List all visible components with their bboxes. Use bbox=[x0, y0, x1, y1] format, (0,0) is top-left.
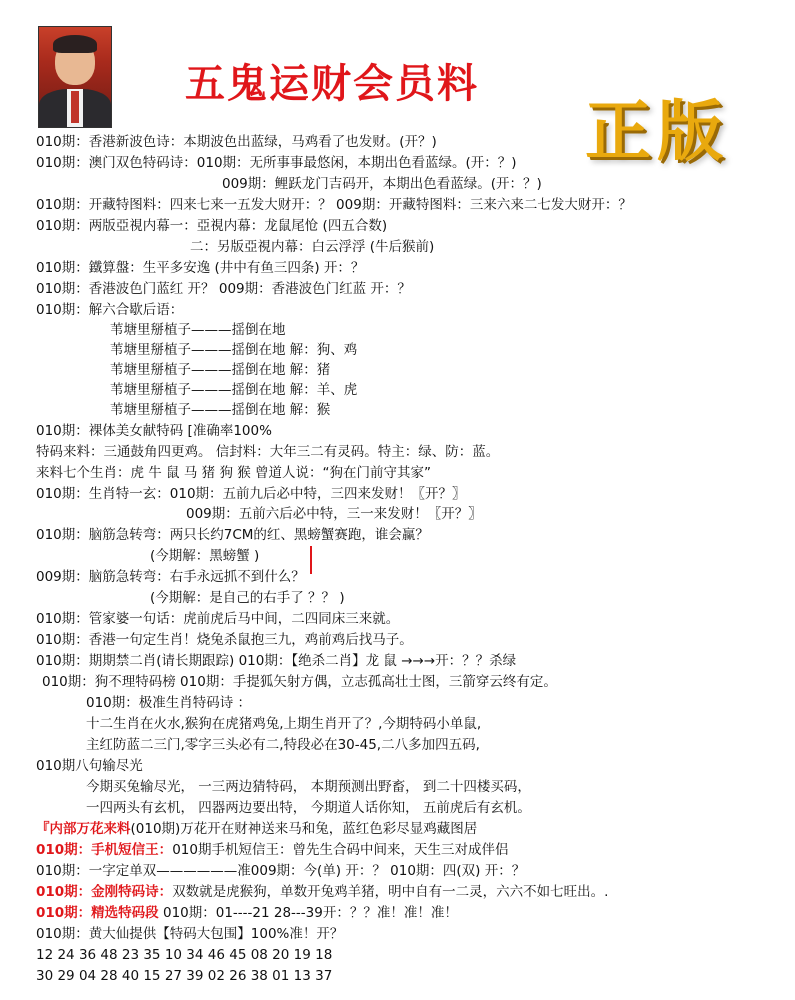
section-label: 010期：手机短信王： bbox=[36, 842, 173, 858]
text-line bbox=[36, 884, 608, 901]
text-line: 009期：五前六后必中特，三一来发财！〖开？〗 bbox=[186, 506, 482, 522]
text-line: 010期：香港新波色诗：本期波色出蓝绿，马鸡看了也发财。(开？) bbox=[36, 134, 437, 150]
text-line: 010期：香港波色门蓝红 开？ 009期：香港波色门红蓝 开：？ bbox=[36, 281, 411, 297]
text-line: 010期：管家婆一句话：虎前虎后马中间，二四同床三来就。 bbox=[36, 611, 400, 627]
text-line: (今期解：黑螃蟹 ) bbox=[150, 548, 260, 564]
text-line: 010期：生肖特一玄：010期：五前九后必中特，三四来发财！〖开？〗 bbox=[36, 486, 466, 502]
text-line: 010期：开藏特图料：四来七来一五发大财开：？ 009期：开藏特图料：三来六来二七发大财开：？ bbox=[36, 197, 632, 213]
genuine-badge: 正版 bbox=[585, 92, 729, 170]
section-label: 010期：精选特码段 bbox=[36, 905, 159, 921]
text-line: 010期：解六合歇后语： bbox=[36, 302, 184, 318]
section-text: 010期：01----21 28---39开：？？准！准！准！ bbox=[158, 905, 458, 921]
text-line: 010期：鐵算盤：生平多安逸 (井中有鱼三四条) 开：？ bbox=[36, 260, 365, 276]
page-title: 五鬼运财会员料 bbox=[185, 60, 479, 107]
text-line: 010期：裸体美女献特码 [准确率100% bbox=[36, 423, 272, 439]
text-line: 010期：狗不理特码榜 010期：手提狐矢射方偶，立志孤高壮士图，三箭穿云终有定。 bbox=[42, 674, 557, 690]
text-line: 009期：脑筋急转弯：右手永远抓不到什么？ bbox=[36, 569, 305, 585]
text-line: 十二生肖在火水,猴狗在虎猪鸡兔,上期生肖开了？,今期特码小单鼠, bbox=[86, 716, 482, 732]
text-line: 010期：期期禁二肖(请长期跟踪) 010期：【绝杀二肖】龙 鼠 →→→开：？？杀绿 bbox=[36, 653, 517, 669]
text-line: 苇塘里掰植子———揺倒在地 解：狗、鸡 bbox=[110, 342, 358, 358]
text-line: 二：另版亞視内幕：白云浮浮 (牛后猴前) bbox=[190, 239, 435, 255]
text-line: 一四两头有玄机， 四器两边要出特， 今期道人话你知， 五前虎后有玄机。 bbox=[86, 800, 531, 816]
section-text: 双数就是虎猴狗，单数开兔鸡羊猪，明中自有一二灵，六六不如七旺出。. bbox=[172, 884, 609, 900]
text-line: 苇塘里掰植子———揺倒在地 解：猪 bbox=[110, 362, 331, 378]
text-line: 苇塘里掰植子———揺倒在地 bbox=[110, 322, 286, 338]
number-row: 12 24 36 48 23 35 10 34 46 45 08 20 19 18 bbox=[36, 947, 333, 963]
text-line: 010期八句输尽光 bbox=[36, 758, 143, 774]
text-line: 010期：一字定单双——————准009期：今(单) 开：？ 010期：四(双) 开：？ bbox=[36, 863, 526, 879]
text-line: 特码来料：三通鼓角四更鸡。 信封料：大年三二有灵码。特主：绿、防：蓝。 bbox=[36, 444, 500, 460]
text-line: 今期买兔输尽光， 一三两边猜特码， 本期预测出野畜， 到二十四楼买码， bbox=[86, 779, 531, 795]
text-line: 010期：香港一句定生肖！烧兔杀鼠抱三九，鸡前鸡后找马子。 bbox=[36, 632, 413, 648]
text-line: 010期：两版亞視内幕一：亞視内幕：龙鼠尾怆 (四五合数) bbox=[36, 218, 388, 234]
text-line: 010期：极准生肖特码诗 ： bbox=[86, 695, 252, 711]
text-line bbox=[36, 905, 458, 922]
section-label: 010期：金刚特码诗： bbox=[36, 884, 173, 900]
number-row: 30 29 04 28 40 15 27 39 02 26 38 01 13 37 bbox=[36, 968, 333, 984]
text-line: 010期：澳门双色特码诗：010期：无所事事最悠闲，本期出色看蓝绿。(开：？) bbox=[36, 155, 517, 171]
text-line: 来料七个生肖：虎 牛 鼠 马 猪 狗 猴 曾道人说：“狗在门前守其家” bbox=[36, 465, 432, 481]
text-line bbox=[36, 842, 508, 859]
text-line: 苇塘里掰植子———揺倒在地 解：猴 bbox=[110, 402, 331, 418]
section-text: 010期手机短信王：曾先生合码中间来，天生三对成伴侣 bbox=[172, 842, 509, 858]
text-line bbox=[36, 821, 477, 838]
text-line: 010期：黄大仙提供【特码大包围】100%准！开？ bbox=[36, 926, 344, 942]
text-line: 主红防蓝二三门,零字三头必有二,特段必在30-45,二八多加四五码, bbox=[86, 737, 480, 753]
section-label: 『内部万花来料 bbox=[36, 821, 131, 837]
section-text: (010期)万花开在财神送来马和兔，蓝红色彩尽显鸡藏图居 bbox=[130, 821, 478, 837]
portrait-photo bbox=[38, 26, 112, 128]
red-mark bbox=[310, 546, 312, 574]
text-line: 苇塘里掰植子———揺倒在地 解：羊、虎 bbox=[110, 382, 358, 398]
text-line: (今期解：是自己的右手了 ？？ ) bbox=[150, 590, 345, 606]
text-line: 010期：脑筋急转弯：两只长约7CM的红、黑螃蟹赛跑，谁会赢？ bbox=[36, 527, 429, 543]
text-line: 009期：鲤跃龙门吉码开，本期出色看蓝绿。(开：？) bbox=[222, 176, 542, 192]
